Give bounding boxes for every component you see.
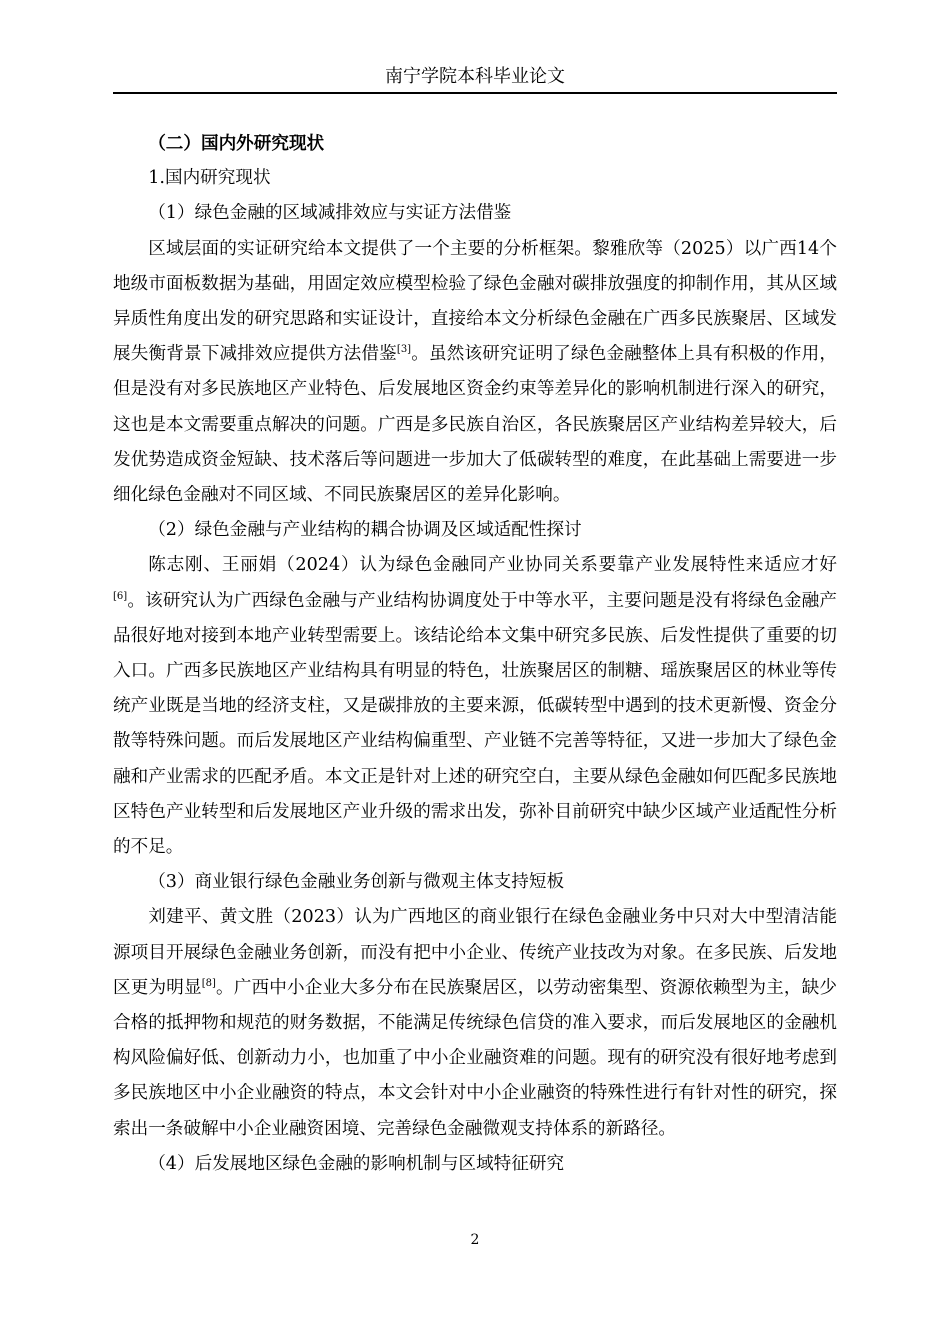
section-heading: （二）国内外研究现状 [148, 133, 325, 154]
body-text [113, 126, 837, 1182]
topic-heading-1: （1）绿色金融的区域减排效应与实证方法借鉴 [148, 203, 512, 224]
page-number: 2 [470, 1232, 480, 1248]
topic-heading-2: （2）绿色金融与产业结构的耦合协调及区域适配性探讨 [148, 520, 582, 541]
body-paragraph-2 [113, 548, 837, 865]
paragraph-text: 。虽然该研究证明了绿色金融整体上具有积极的作用，但是没有对多民族地区产业特色、后发展地区资金约束等差异化的影响机制进行深入的研究，这也是本文需要重点解决的问题。广西是多民族自治区，各民族聚居区产业结构差异较大，后发优势造成资金短缺、技术落后等问题进一步加大了低碳转型的难度，在此基础上需要进一步细化绿色金融对不同区域、不同民族聚居区的差异化影响。 [113, 344, 837, 506]
citation: [6] [113, 590, 128, 602]
body-paragraph-1 [113, 232, 837, 514]
paragraph-text: 区域层面的实证研究给本文提供了一个主要的分析框架。黎雅欣等（2025）以广西14个地级市面板数据为基础，用固定效应模型检验了绿色金融对碳排放强度的抑制作用，其从区域异质性角度出发的研究思路和实证设计，直接给本文分析绿色金融在广西多民族聚居、区域发展失衡背景下减排效应提供方法借鉴 [113, 238, 837, 365]
header-rule [113, 92, 837, 94]
paragraph-text: 刘建平、黄文胜（2023）认为广西地区的商业银行在绿色金融业务中只对大中型清洁能源项目开展绿色金融业务创新，而没有把中小企业、传统产业技改为对象。在多民族、后发地区更为明显 [113, 907, 837, 998]
paragraph-text: 。广西中小企业大多分布在民族聚居区，以劳动密集型、资源依赖型为主，缺少合格的抵押物和规范的财务数据，不能满足传统绿色信贷的准入要求，而后发展地区的金融机构风险偏好低、创新动力小，也加重了中小企业融资难的问题。现有的研究没有很好地考虑到多民族地区中小企业融资的特点，本文会针对中小企业融资的特殊性进行有针对性的研究，探索出一条破解中小企业融资困境、完善绿色金融微观支持体系的新路径。 [113, 977, 837, 1139]
citation: [3] [396, 344, 412, 356]
running-header: 南宁学院本科毕业论文 [385, 66, 565, 87]
paragraph-text: 陈志刚、王丽娟（2024）认为绿色金融同产业协同关系要靠产业发展特性来适应才好 [148, 555, 837, 576]
body-paragraph-3 [113, 900, 837, 1146]
citation: [8] [201, 977, 216, 989]
topic-heading-4: （4）后发展地区绿色金融的影响机制与区域特征研究 [148, 1153, 565, 1174]
paragraph-text: 。该研究认为广西绿色金融与产业结构协调度处于中等水平，主要问题是没有将绿色金融产品很好地对接到本地产业转型需要上。该结论给本文集中研究多民族、后发性提供了重要的切入口。广西多民族地区产业结构具有明显的特色，壮族聚居区的制糖、瑶族聚居区的林业等传统产业既是当地的经济支柱，又是碳排放的主要来源，低碳转型中遇到的技术更新慢、资金分散等特殊问题。而后发展地区产业结构偏重型、产业链不完善等特征，又进一步加大了绿色金融和产业需求的匹配矛盾。本文正是针对上述的研究空白，主要从绿色金融如何匹配多民族地区特色产业转型和后发展地区产业升级的需求出发，弥补目前研究中缺少区域产业适配性分析的不足。 [113, 590, 837, 858]
subsection-heading: 1.国内研究现状 [148, 168, 271, 189]
topic-heading-3: （3）商业银行绿色金融业务创新与微观主体支持短板 [148, 872, 565, 893]
